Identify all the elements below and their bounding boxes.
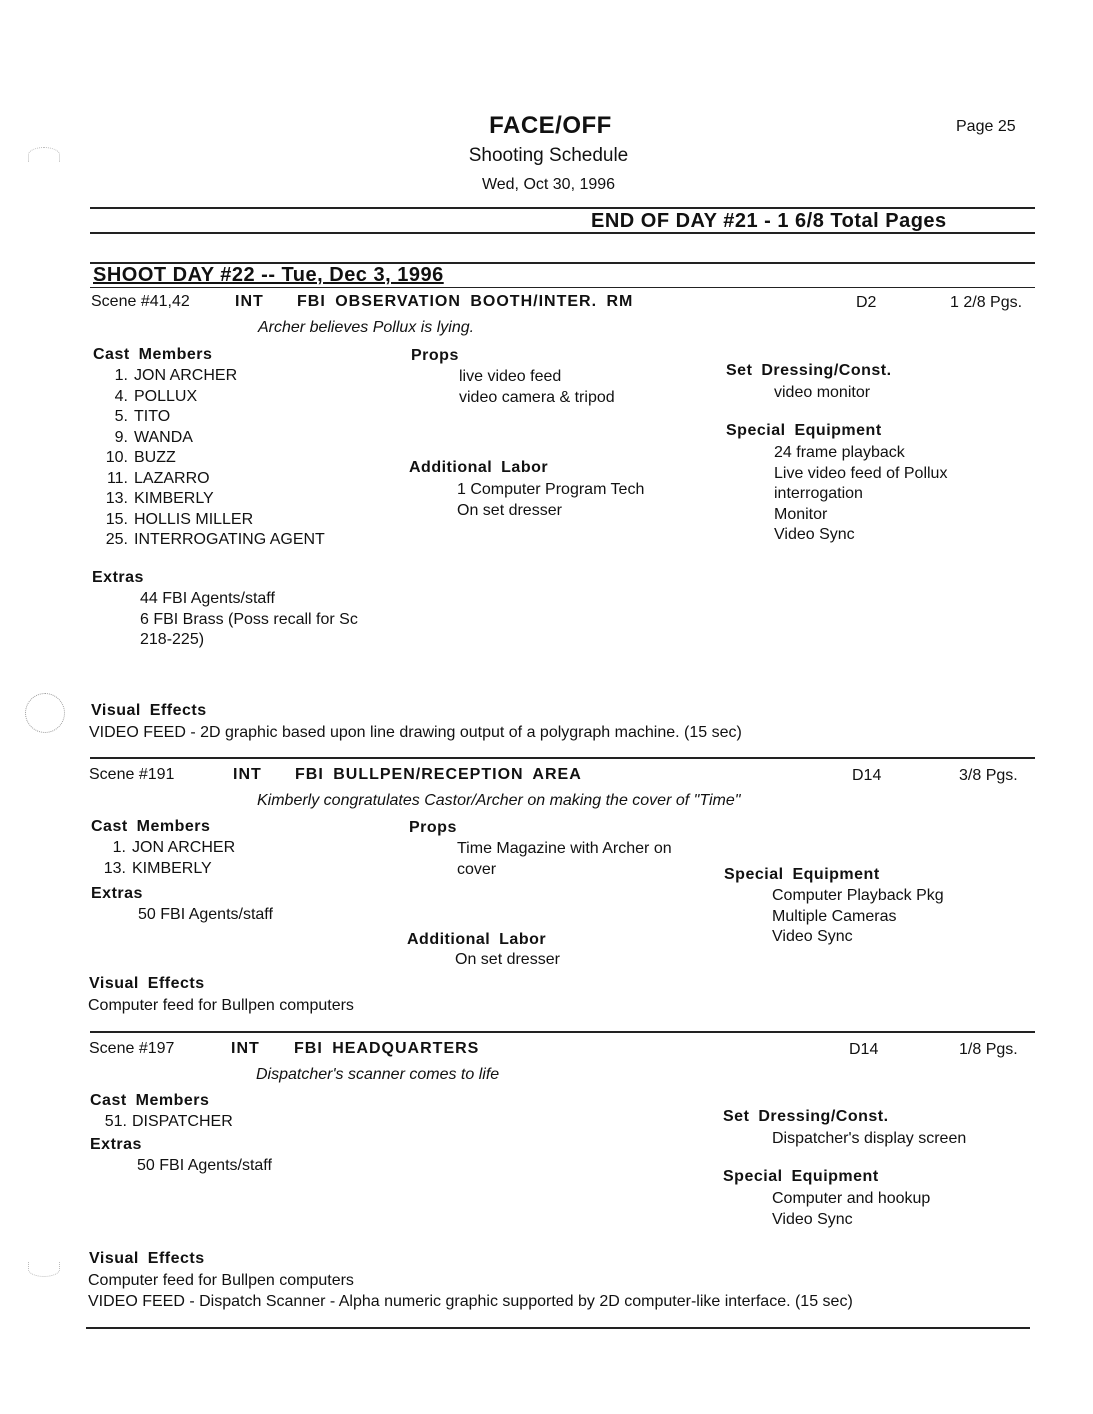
labor-item: On set dresser xyxy=(455,951,560,968)
props-list xyxy=(459,367,615,408)
cast-name: INTERROGATING AGENT xyxy=(134,531,325,548)
cast-member xyxy=(86,859,235,880)
extras-list xyxy=(137,1156,272,1177)
special-equipment-header: Special Equipment xyxy=(724,866,880,883)
cast-member xyxy=(88,387,325,408)
cast-member xyxy=(88,366,325,387)
extras-list xyxy=(140,589,358,651)
set-dressing-item: video monitor xyxy=(774,384,871,401)
cast-name: BUZZ xyxy=(134,449,176,466)
visual-effects-header: Visual Effects xyxy=(89,1250,205,1267)
cast-members-header: Cast Members xyxy=(91,818,211,835)
scene-set: FBI HEADQUARTERS xyxy=(294,1040,480,1057)
cast-name: JON ARCHER xyxy=(132,839,236,856)
special-equipment-list xyxy=(774,443,947,546)
scene-number: Scene #197 xyxy=(89,1040,175,1057)
special-equipment-item: Video Sync xyxy=(772,1210,853,1228)
cast-member xyxy=(88,469,325,490)
cast-member xyxy=(88,530,325,551)
extras-header: Extras xyxy=(90,1136,142,1153)
scene-pages: 3/8 Pgs. xyxy=(959,767,1018,784)
special-equipment-item: Video Sync xyxy=(774,526,855,543)
additional-labor-list xyxy=(457,480,644,521)
cast-member xyxy=(85,1112,233,1133)
extras-item: 44 FBI Agents/staff xyxy=(140,590,275,607)
visual-effects-item: VIDEO FEED - Dispatch Scanner - Alpha numeric graphic supported by 2D computer-like interface. (15 sec) xyxy=(88,1292,853,1310)
cast-member xyxy=(86,838,235,859)
special-equipment-item: Monitor xyxy=(774,505,828,523)
visual-effects-header: Visual Effects xyxy=(89,975,205,992)
scene-number: Scene #41,42 xyxy=(91,293,190,310)
scene-synopsis: Dispatcher's scanner comes to life xyxy=(256,1066,500,1083)
divider xyxy=(90,1031,1035,1033)
cast-number: 1. xyxy=(112,839,126,856)
cast-name: POLLUX xyxy=(134,387,198,405)
prop-item: live video feed xyxy=(459,368,562,385)
cast-name: LAZARRO xyxy=(134,469,210,487)
scene-set: FBI OBSERVATION BOOTH/INTER. RM xyxy=(297,293,634,310)
scene-pages: 1/8 Pgs. xyxy=(959,1041,1018,1058)
scene-int-ext: INT xyxy=(231,1040,260,1057)
cast-members-header: Cast Members xyxy=(90,1092,210,1109)
set-dressing-list xyxy=(772,1129,966,1150)
cast-member xyxy=(88,428,325,449)
props-header: Props xyxy=(411,347,459,364)
page-number: Page 25 xyxy=(956,118,1016,135)
special-equipment-list xyxy=(772,1189,930,1230)
cast-name: HOLLIS MILLER xyxy=(134,510,254,528)
extras-item: 50 FBI Agents/staff xyxy=(137,1157,272,1174)
divider xyxy=(90,207,1035,209)
set-dressing-list xyxy=(774,383,870,404)
special-equipment-header: Special Equipment xyxy=(726,422,882,439)
special-equipment-item: interrogation xyxy=(774,485,863,502)
cast-number: 10. xyxy=(105,449,128,466)
cast-name: KIMBERLY xyxy=(134,490,214,507)
cast-member xyxy=(88,510,325,531)
special-equipment-item: Computer Playback Pkg xyxy=(772,887,944,904)
set-dressing-header: Set Dressing/Const. xyxy=(723,1108,889,1125)
divider xyxy=(90,757,1035,759)
visual-effects-item: Computer feed for Bullpen computers xyxy=(88,997,354,1014)
cast-number: 13. xyxy=(105,490,128,507)
divider xyxy=(90,232,1035,234)
cast-member xyxy=(88,448,325,469)
cast-name: JON ARCHER xyxy=(134,367,238,384)
special-equipment-item: Live video feed of Pollux xyxy=(774,464,948,482)
cast-number: 5. xyxy=(114,408,128,425)
set-dressing-header: Set Dressing/Const. xyxy=(726,362,892,379)
extras-item: 50 FBI Agents/staff xyxy=(138,906,273,923)
cast-number: 1. xyxy=(114,367,128,384)
punch-hole-mark xyxy=(25,693,65,733)
set-dressing-item: Dispatcher's display screen xyxy=(772,1130,967,1147)
cast-list xyxy=(88,366,325,551)
extras-header: Extras xyxy=(91,885,143,902)
end-of-day-summary: END OF DAY #21 - 1 6/8 Total Pages xyxy=(591,210,947,232)
cast-number: 4. xyxy=(114,387,128,405)
scene-synopsis: Kimberly congratulates Castor/Archer on making the cover of "Time" xyxy=(257,792,741,809)
divider xyxy=(86,1327,1030,1329)
special-equipment-item: Video Sync xyxy=(772,928,853,945)
scene-day-night: D14 xyxy=(849,1041,879,1058)
scene-int-ext: INT xyxy=(235,293,264,310)
cast-list xyxy=(86,838,235,879)
scene-day-night: D2 xyxy=(856,294,877,311)
divider xyxy=(90,287,1035,288)
scene-synopsis: Archer believes Pollux is lying. xyxy=(258,319,475,336)
props-header: Props xyxy=(409,819,457,836)
extras-item: 6 FBI Brass (Poss recall for Sc xyxy=(140,610,358,628)
cast-number: 13. xyxy=(103,859,126,877)
special-equipment-item: 24 frame playback xyxy=(774,444,905,461)
cast-member xyxy=(88,489,325,510)
prop-item: Time Magazine with Archer on xyxy=(457,840,672,857)
additional-labor-list xyxy=(455,950,560,971)
extras-item: 218-225) xyxy=(140,631,205,648)
cast-name: DISPATCHER xyxy=(132,1113,233,1130)
scene-number: Scene #191 xyxy=(89,766,175,783)
document-subtitle: Shooting Schedule xyxy=(468,145,629,166)
visual-effects-item: VIDEO FEED - 2D graphic based upon line drawing output of a polygraph machine. (15 sec) xyxy=(89,724,742,741)
additional-labor-header: Additional Labor xyxy=(407,931,547,948)
cast-number: 11. xyxy=(106,469,128,487)
cast-members-header: Cast Members xyxy=(93,346,213,363)
visual-effects-item: Computer feed for Bullpen computers xyxy=(88,1272,354,1289)
extras-header: Extras xyxy=(92,569,144,586)
cast-number: 51. xyxy=(104,1113,127,1130)
document-title: FACE/OFF xyxy=(489,112,612,139)
visual-effects-header: Visual Effects xyxy=(91,702,207,719)
cast-number: 9. xyxy=(114,428,128,446)
cast-number: 25. xyxy=(105,531,128,548)
cast-name: WANDA xyxy=(134,428,193,446)
cast-member xyxy=(88,407,325,428)
props-list xyxy=(457,839,672,880)
cast-name: TITO xyxy=(134,408,171,425)
document-date: Wed, Oct 30, 1996 xyxy=(481,176,616,193)
special-equipment-item: Computer and hookup xyxy=(772,1190,931,1207)
labor-item: 1 Computer Program Tech xyxy=(457,481,645,498)
scene-int-ext: INT xyxy=(233,766,262,783)
cast-number: 15. xyxy=(105,510,128,528)
visual-effects-list xyxy=(88,1271,853,1312)
prop-item: video camera & tripod xyxy=(459,388,615,406)
punch-hole-mark xyxy=(28,1262,60,1277)
scene-pages: 1 2/8 Pgs. xyxy=(950,294,1023,311)
special-equipment-item: Multiple Cameras xyxy=(772,907,897,925)
prop-item: cover xyxy=(457,860,497,878)
scene-set: FBI BULLPEN/RECEPTION AREA xyxy=(295,766,582,783)
shoot-day-heading: SHOOT DAY #22 -- Tue, Dec 3, 1996 xyxy=(93,264,444,286)
visual-effects-list xyxy=(88,996,354,1017)
cast-list xyxy=(85,1112,233,1133)
extras-list xyxy=(138,905,273,926)
cast-name: KIMBERLY xyxy=(132,859,212,877)
special-equipment-header: Special Equipment xyxy=(723,1168,879,1185)
additional-labor-header: Additional Labor xyxy=(409,459,549,476)
scene-day-night: D14 xyxy=(852,767,882,784)
visual-effects-list xyxy=(89,723,742,744)
labor-item: On set dresser xyxy=(457,501,562,519)
special-equipment-list xyxy=(772,886,944,948)
